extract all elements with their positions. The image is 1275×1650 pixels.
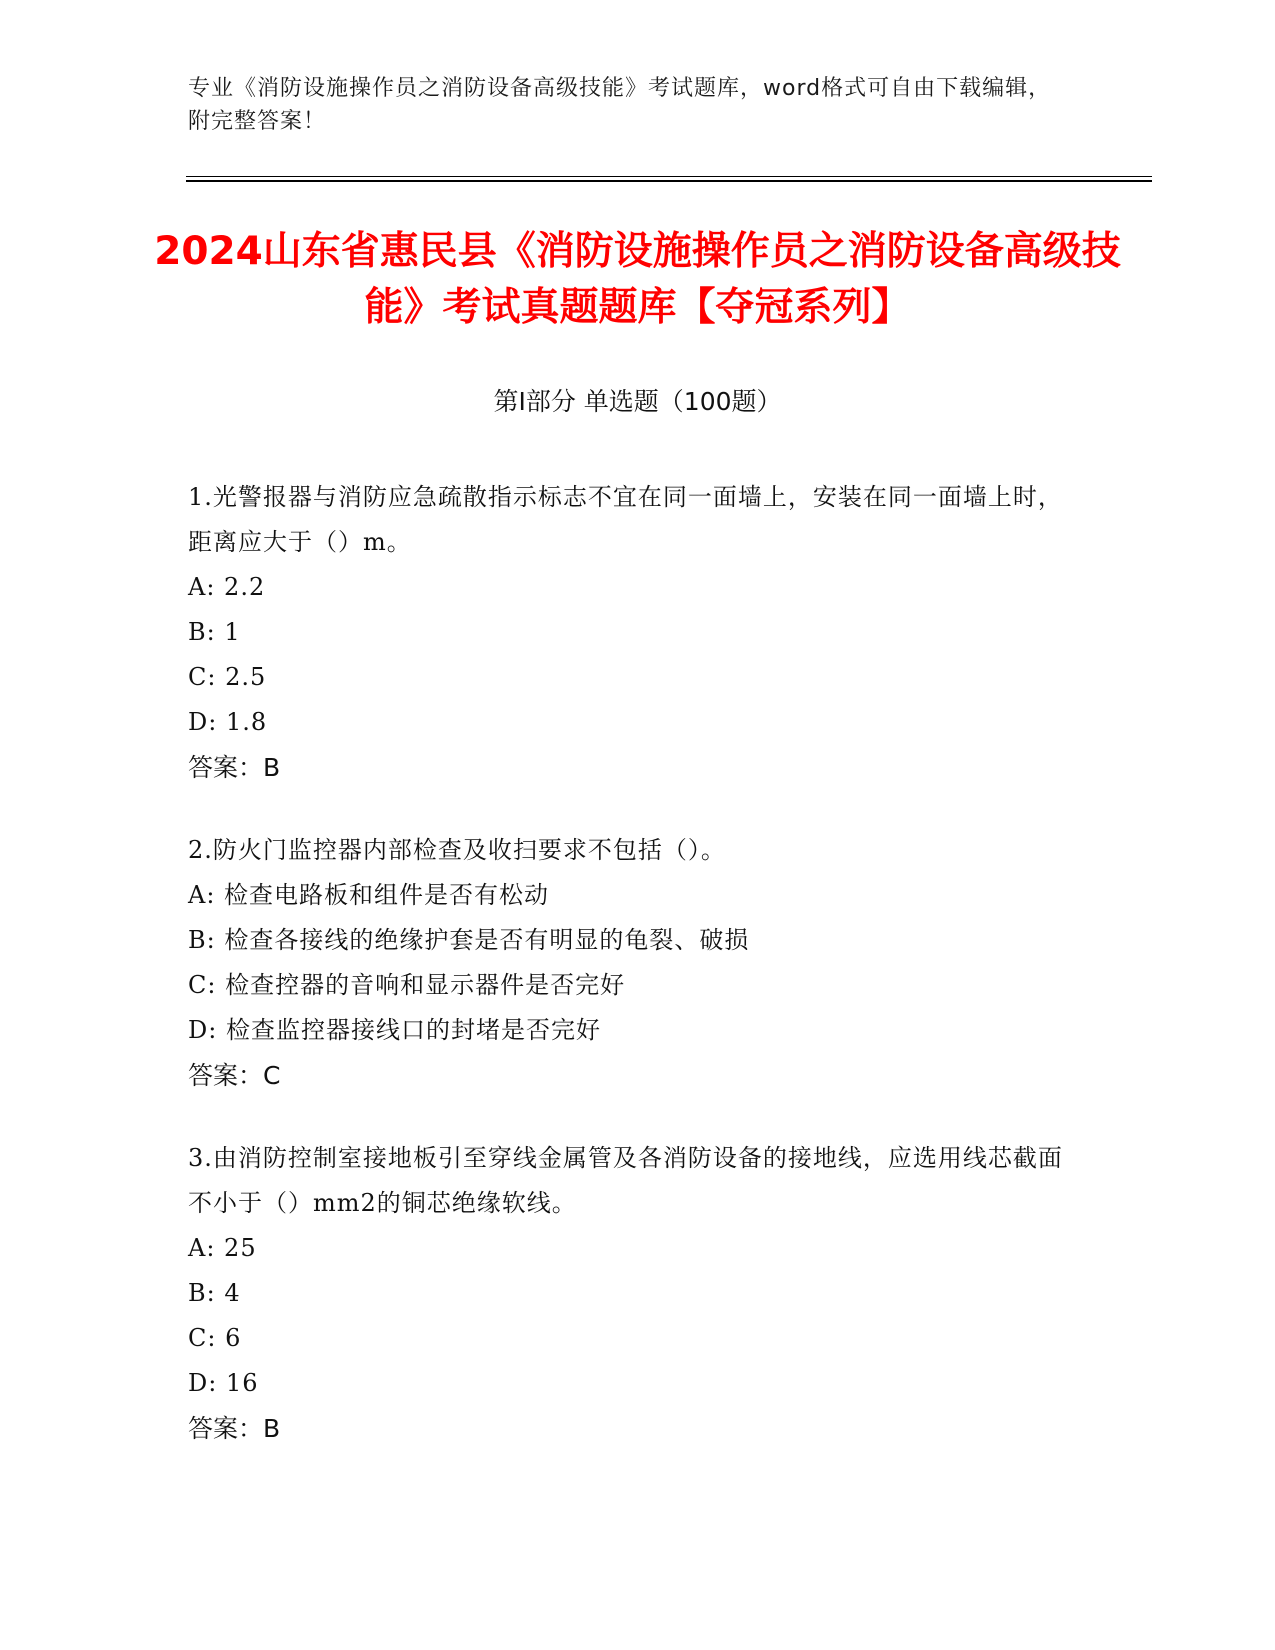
question-stem: 2.防火门监控器内部检查及收扫要求不包括（）。: [188, 836, 726, 864]
option-c: C: 检查控器的音响和显示器件是否完好: [188, 971, 626, 999]
question-item: [188, 475, 1068, 790]
option-c: C: 6: [188, 1324, 242, 1352]
option-b: B: 检查各接线的绝缘护套是否有明显的龟裂、破损: [188, 926, 750, 954]
question-stem: 3.由消防控制室接地板引至穿线金属管及各消防设备的接地线，应选用线芯截面不小于（）mm2的铜芯绝缘软线。: [188, 1144, 1063, 1217]
option-d: D: 16: [188, 1369, 259, 1397]
option-a: A: 检查电路板和组件是否有松动: [188, 881, 550, 909]
option-c: C: 2.5: [188, 663, 267, 691]
option-a: A: 25: [188, 1234, 257, 1262]
answer-line: 答案：B: [188, 753, 281, 782]
option-d: D: 1.8: [188, 708, 268, 736]
document-title: 2024山东省惠民县《消防设施操作员之消防设备高级技能》考试真题题库【夺冠系列】: [154, 229, 1121, 330]
answer-line: 答案：B: [188, 1414, 281, 1443]
header-note: 专业《消防设施操作员之消防设备高级技能》考试题库，word格式可自由下载编辑，附完整答案！: [188, 76, 1052, 134]
option-a: A: 2.2: [188, 573, 266, 601]
question-stem: 1.光警报器与消防应急疏散指示标志不宜在同一面墙上，安装在同一面墙上时，距离应大于（）m。: [188, 483, 1063, 556]
option-b: B: 4: [188, 1279, 241, 1307]
question-item: [188, 1136, 1068, 1451]
answer-line: 答案：C: [188, 1061, 281, 1090]
header-rule-thick: [186, 180, 1152, 182]
question-list: [188, 475, 1068, 1489]
header-rule-thin: [186, 176, 1152, 177]
option-d: D: 检查监控器接线口的封堵是否完好: [188, 1016, 601, 1044]
section-title: 第I部分 单选题（100题）: [493, 387, 782, 416]
option-b: B: 1: [188, 618, 241, 646]
question-item: [188, 828, 1068, 1098]
